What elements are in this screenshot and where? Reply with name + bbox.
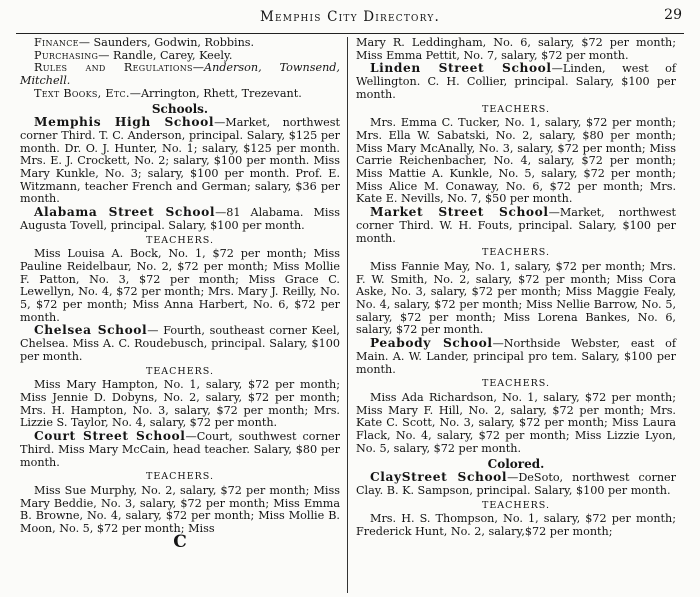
finance-committee: Finance— Saunders, Godwin, Robbins.: [34, 36, 255, 49]
alabama-street-entry: Alabama Street School—81 Alabama. Miss Augusta Tovell, principal. Salary, $100 per month.: [20, 205, 340, 232]
chelsea-entry: Chelsea School— Fourth, southeast corner Keel, Chelsea. Miss A. C. Roudebusch, principal. Salary, $100 per month.: [20, 323, 340, 363]
page-number: 29: [664, 7, 682, 23]
school-name: Memphis High School: [34, 115, 215, 130]
left-column: [20, 37, 340, 597]
clay-teachers: Mrs. H. S. Thompson, No. 1, salary, $72 per month; Frederick Hunt, No. 2, salary,$72 per month;: [356, 512, 676, 539]
school-name: Linden Street School: [370, 61, 552, 76]
alabama-teachers: Miss Louisa A. Bock, No. 1, $72 per month; Miss Pauline Reidelbaur, No. 2, $72 per month; Miss Mollie F. Patton, No. 3, $72 per month; Miss Grace C. Lewellyn, No. 4, $72 per month; Mrs. Mary J. Reilly, No. 5, $72 per month; Miss Anna Harbert, No. 6, $72 per month.: [20, 247, 340, 324]
right-column: [356, 37, 676, 597]
column-divider: [347, 37, 348, 593]
header-rule: [16, 33, 684, 34]
purchasing-committee: Purchasing— Randle, Carey, Keely.: [34, 48, 233, 62]
court-teachers: Miss Sue Murphy, No. 2, salary, $72 per month; Miss Mary Beddie, No. 3, salary, $72 per month; Miss Emma B. Browne, No. 4, salary, $72 per month; Miss Mollie B. Moon, No. 5, $72 per month; Miss: [20, 483, 340, 536]
schools-heading: Schools.: [151, 101, 209, 116]
teachers-heading: TEACHERS.: [146, 365, 214, 377]
court-teachers-continued: Mary R. Leddingham, No. 6, salary, $72 per month; Miss Emma Pettit, No. 7, salary, $72 per month.: [356, 36, 676, 62]
linden-teachers: Mrs. Emma C. Tucker, No. 1, salary, $72 per month; Mrs. Ella W. Sabatski, No. 2, salary, $80 per month; Miss Mary McAnally, No. 3, salary, $72 per month; Miss Carrie Reichenbacher, No. 4, salary, $72 per month; Miss Mattie A. Kunkle, No. 5, salary, $72 per month; Miss Alice M. Conaway, No. 6, $72 per month; Mrs. Kate E. Nevills, No. 7, $50 per month.: [356, 116, 676, 206]
school-name: Market Street School: [370, 205, 549, 220]
school-name: Alabama Street School: [34, 205, 216, 220]
memphis-high-entry: Memphis High School—Market, northwest corner Third. T. C. Anderson, principal. Salary, $125 per month. Dr. O. J. Hunter, No. 1; salary, $125 per month. Mrs. E. J. Crockett, No. 2; salary, $100 per month. Miss Mary Kunkle, No. 3; salary, $100 per month. Prof. E. Witzmann, teacher French and German; salary, $36 per month.: [20, 115, 341, 206]
market-teachers: Miss Fannie May, No. 1, salary, $72 per month; Mrs. F. W. Smith, No. 2, salary, $72 per month; Miss Cora Aske, No. 3, salary, $72 per month; Miss Maggie Fealy, No. 4, salary, $72 per month; Miss Nellie Barrow, No. 5, salary, $72 per month; Miss Lorena Bankes, No. 6, salary, $72 per month.: [356, 259, 676, 337]
teachers-heading: TEACHERS.: [482, 499, 550, 511]
teachers-heading: TEACHERS.: [482, 247, 550, 259]
chelsea-teachers: Miss Mary Hampton, No. 1, salary, $72 per month; Miss Jennie D. Dobyns, No. 2, salary, $72 per month; Mrs. H. Hampton, No. 3, salary, $72 per month; Mrs. Lizzie S. Taylor, No. 4, salary, $72 per month.: [20, 378, 340, 430]
peabody-entry: Peabody School—Northside Webster, east of Main. A. W. Lander, principal pro tem. Salary, $100 per month.: [356, 336, 676, 376]
teachers-heading: TEACHERS.: [482, 378, 550, 390]
teachers-heading: TEACHERS.: [482, 103, 550, 115]
peabody-teachers: Miss Ada Richardson, No. 1, salary, $72 per month; Miss Mary F. Hill, No. 2, salary, $72 per month; Mrs. Kate C. Scott, No. 3, salary, $72 per month; Miss Laura Flack, No. 4, salary, $72 per month; Miss Lizzie Lyon, No. 5, salary, $72 per month.: [356, 390, 676, 455]
teachers-heading: TEACHERS.: [146, 471, 214, 483]
colored-heading: Colored.: [487, 456, 545, 471]
school-name: Peabody School: [370, 336, 493, 351]
linden-street-entry: Linden Street School—Linden, west of Wellington. C. H. Collier, principal. Salary, $100 per month.: [356, 61, 676, 101]
school-name: Chelsea School: [34, 323, 148, 338]
running-title: Memphis City Directory.: [260, 9, 440, 25]
textbooks-committee: Text Books, Etc.—Arrington, Rhett, Trezevant.: [34, 86, 302, 100]
school-name: Court Street School: [34, 429, 186, 444]
clay-street-entry: ClayStreet School—DeSoto, northwest corner Clay. B. K. Sampson, principal. Salary, $100 per month.: [356, 470, 676, 497]
rules-committee: Rules and Regulations—Anderson, Townsend, Mitchell.: [20, 61, 340, 88]
court-street-entry: Court Street School—Court, southwest corner Third. Miss Mary McCain, head teacher. Salary, $80 per month.: [20, 429, 341, 469]
market-street-entry: Market Street School—Market, northwest corner Third. W. H. Fouts, principal. Salary, $100 per month.: [356, 205, 676, 245]
catchword: C: [173, 531, 187, 552]
teachers-heading: TEACHERS.: [146, 234, 214, 246]
school-name: ClayStreet School: [370, 470, 508, 485]
